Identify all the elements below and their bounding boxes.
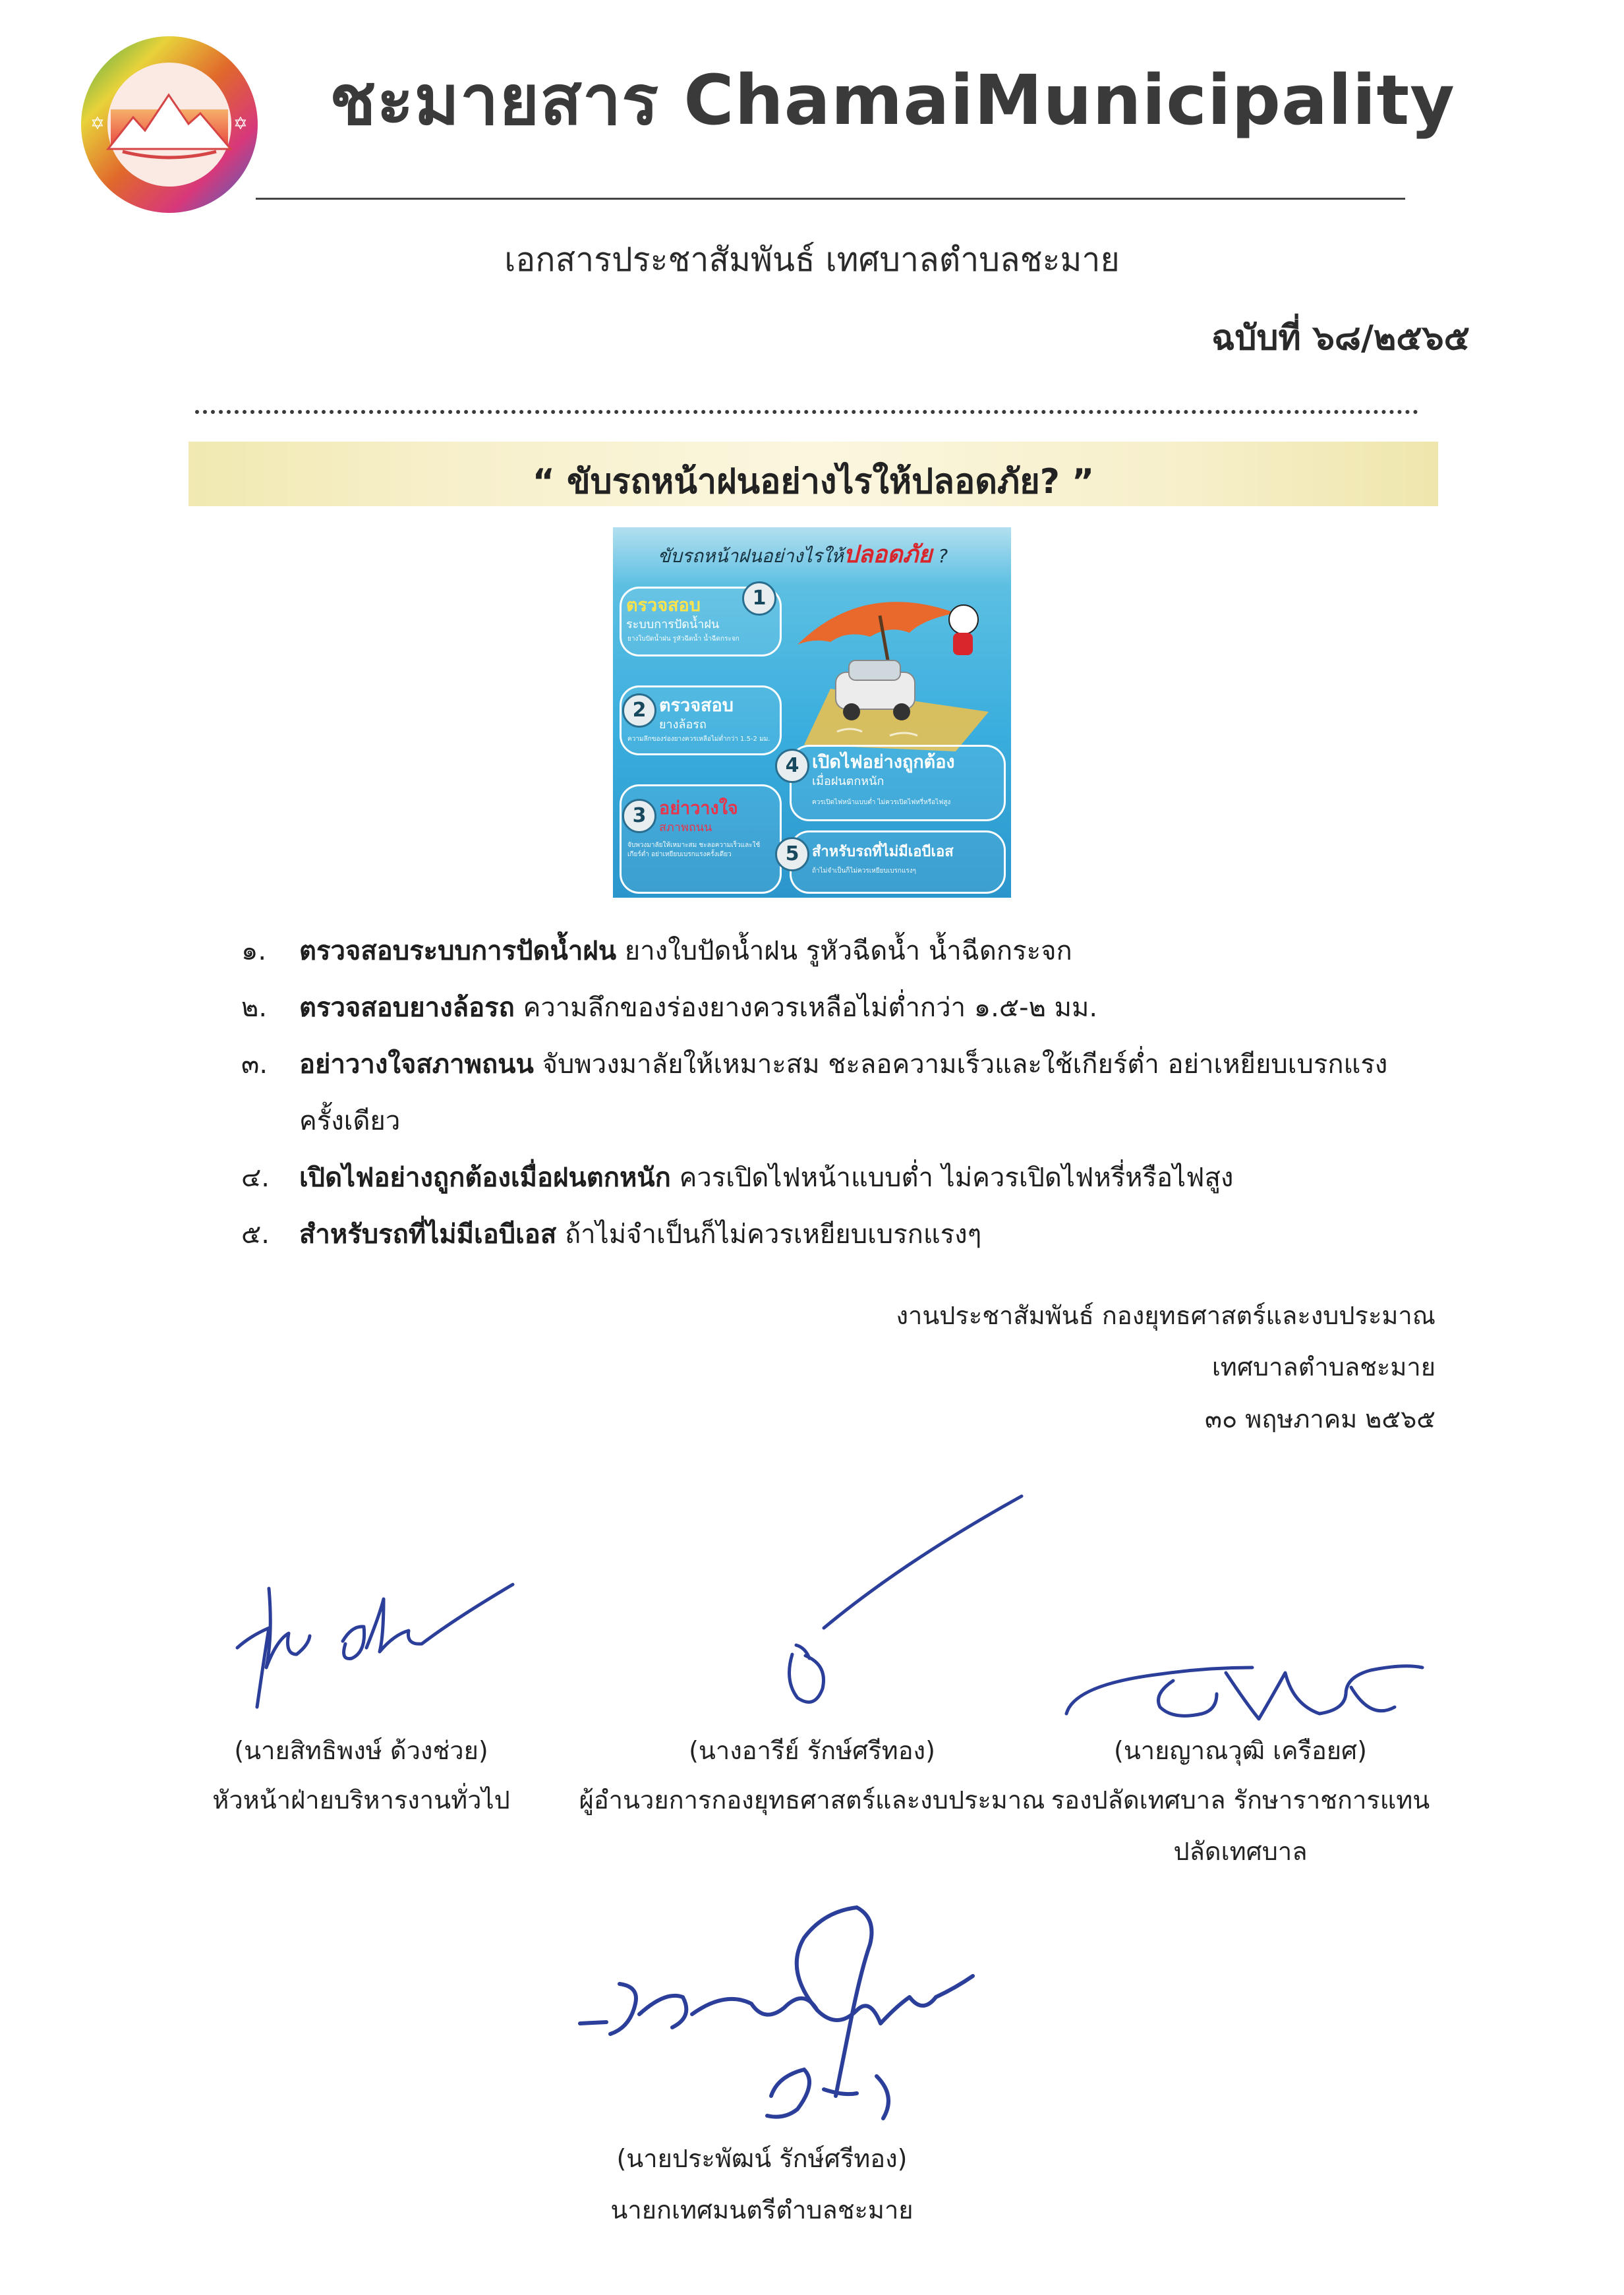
article-title-band <box>188 442 1438 506</box>
tip-number-5: 5 <box>775 837 809 871</box>
list-item-text: จับพวงมาลัยให้เหมาะสม ชะลอความเร็วและใช้เกียร์ต่ำ อย่าเหยียบเบรกแรง <box>533 1049 1388 1080</box>
rainy-driving-infographic <box>613 527 1011 898</box>
tip-card-3-subtitle: สภาพถนน <box>659 821 712 834</box>
tip-number-4: 4 <box>775 749 809 783</box>
signatory-4-position: นายกเทศมนตรีตำบลชะมาย <box>610 2195 914 2224</box>
list-item-continuation: ครั้งเดียว <box>299 1106 401 1136</box>
list-item <box>241 923 1434 979</box>
list-item-heading: อย่าวางใจสภาพถนน <box>299 1049 534 1080</box>
list-item-number: ๒. <box>241 993 268 1023</box>
svg-text:✡: ✡ <box>90 114 105 134</box>
tip-card-4-detail: ควรเปิดไฟหน้าแบบต่ำ ไม่ควรเปิดไฟหรี่หรือไฟสูง <box>812 799 951 806</box>
signatory-1-position: หัวหน้าฝ่ายบริหารงานทั่วไป <box>212 1786 510 1815</box>
list-item <box>241 1036 1434 1149</box>
signatory-3-position: รองปลัดเทศบาล รักษาราชการแทน <box>1051 1786 1430 1815</box>
tip-number-2: 2 <box>622 693 656 728</box>
signatory-2-name: (นางอารีย์ รักษ์ศรีทอง) <box>689 1736 935 1765</box>
tip-card-4-subtitle: เมื่อฝนตกหนัก <box>812 774 884 788</box>
issue-date: ๓๐ พฤษภาคม ๒๕๖๕ <box>1205 1405 1436 1434</box>
list-item <box>241 1206 1434 1263</box>
list-item-number: ๓. <box>241 1049 268 1080</box>
article-title: “ ขับรถหน้าฝนอย่างไรให้ปลอดภัย? ” <box>532 462 1095 502</box>
signature-4 <box>567 1898 989 2135</box>
signature-2 <box>732 1490 1035 1727</box>
tip-card-5-detail: ถ้าไม่จำเป็นก็ไม่ควรเหยียบเบรกแรงๆ <box>812 867 917 875</box>
list-item-heading: สำหรับรถที่ไม่มีเอบีเอส <box>299 1219 557 1250</box>
signature-3 <box>1061 1641 1430 1740</box>
document-subtitle: เอกสารประชาสัมพันธ์ เทศบาลตำบลชะมาย <box>504 241 1120 279</box>
tip-card-1-title: ตรวจสอบ <box>626 595 701 616</box>
tip-card-1-detail: ยางใบปัดน้ำฝน รูหัวฉีดน้ำ น้ำฉีดกระจก <box>627 635 740 643</box>
list-item <box>241 979 1434 1036</box>
tip-card-2-detail: ความลึกของร่องยางควรเหลือไม่ต่ำกว่า 1.5-2 มม. <box>627 736 770 743</box>
infographic-title: ขับรถหน้าฝนอย่างไรให้ปลอดภัย ? <box>658 541 948 568</box>
tip-card-5-title: สำหรับรถที่ไม่มีเอบีเอส <box>812 844 954 860</box>
masthead-title: ชะมายสาร ChamaiMunicipality <box>330 60 1455 140</box>
issue-number: ฉบับที่ ๖๘/๒๕๖๕ <box>1211 318 1470 358</box>
tip-card-1-subtitle: ระบบการปัดน้ำฝน <box>626 618 720 631</box>
issuing-municipality: เทศบาลตำบลชะมาย <box>1211 1352 1436 1381</box>
tip-card-3-detail: จับพวงมาลัยให้เหมาะสม ชะลอความเร็วและใช้เกียร์ต่ำ อย่าเหยียบเบรกแรงครั้งเดียว <box>627 842 761 858</box>
issuing-department: งานประชาสัมพันธ์ กองยุทธศาสตร์และงบประมาณ <box>896 1301 1436 1330</box>
list-item-number: ๕. <box>241 1219 270 1250</box>
tip-card-2-title: ตรวจสอบ <box>659 695 734 716</box>
list-item-number: ๔. <box>241 1163 270 1193</box>
list-item-text: ถ้าไม่จำเป็นก็ไม่ควรเหยียบเบรกแรงๆ <box>556 1219 982 1250</box>
tips-list <box>241 923 1434 1263</box>
signatory-2-position: ผู้อำนวยการกองยุทธศาสตร์และงบประมาณ <box>579 1786 1045 1815</box>
list-item-text: ความลึกของร่องยางควรเหลือไม่ต่ำกว่า ๑.๕-๒ มม. <box>514 993 1098 1023</box>
tip-number-1: 1 <box>742 581 776 616</box>
tip-number-3: 3 <box>622 799 656 833</box>
svg-text:✡: ✡ <box>233 114 248 134</box>
umbrella-car-illustration <box>791 573 1008 758</box>
list-item-heading: เปิดไฟอย่างถูกต้องเมื่อฝนตกหนัก <box>299 1163 671 1193</box>
municipality-logo <box>76 32 262 218</box>
dotted-divider <box>195 410 1418 414</box>
signature-1 <box>211 1562 527 1720</box>
list-item-heading: ตรวจสอบระบบการปัดน้ำฝน <box>299 936 617 966</box>
masthead-divider <box>256 198 1405 200</box>
signatory-1-name: (นายสิทธิพงษ์ ด้วงช่วย) <box>234 1736 488 1765</box>
list-item <box>241 1149 1434 1206</box>
signatory-3-position-line2: ปลัดเทศบาล <box>1173 1837 1308 1866</box>
signatory-3-name: (นายญาณวุฒิ เครือยศ) <box>1114 1736 1367 1765</box>
tip-card-3-title: อย่าวางใจ <box>659 798 738 819</box>
list-item-heading: ตรวจสอบยางล้อรถ <box>299 993 515 1023</box>
list-item-text: ยางใบปัดน้ำฝน รูหัวฉีดน้ำ น้ำฉีดกระจก <box>616 936 1072 966</box>
tip-card-4-title: เปิดไฟอย่างถูกต้อง <box>812 752 955 772</box>
list-item-number: ๑. <box>241 936 267 966</box>
signatory-4-name: (นายประพัฒน์ รักษ์ศรีทอง) <box>616 2144 908 2173</box>
list-item-text: ควรเปิดไฟหน้าแบบต่ำ ไม่ควรเปิดไฟหรี่หรือไฟสูง <box>670 1163 1234 1193</box>
tip-card-2-subtitle: ยางล้อรถ <box>659 718 707 732</box>
